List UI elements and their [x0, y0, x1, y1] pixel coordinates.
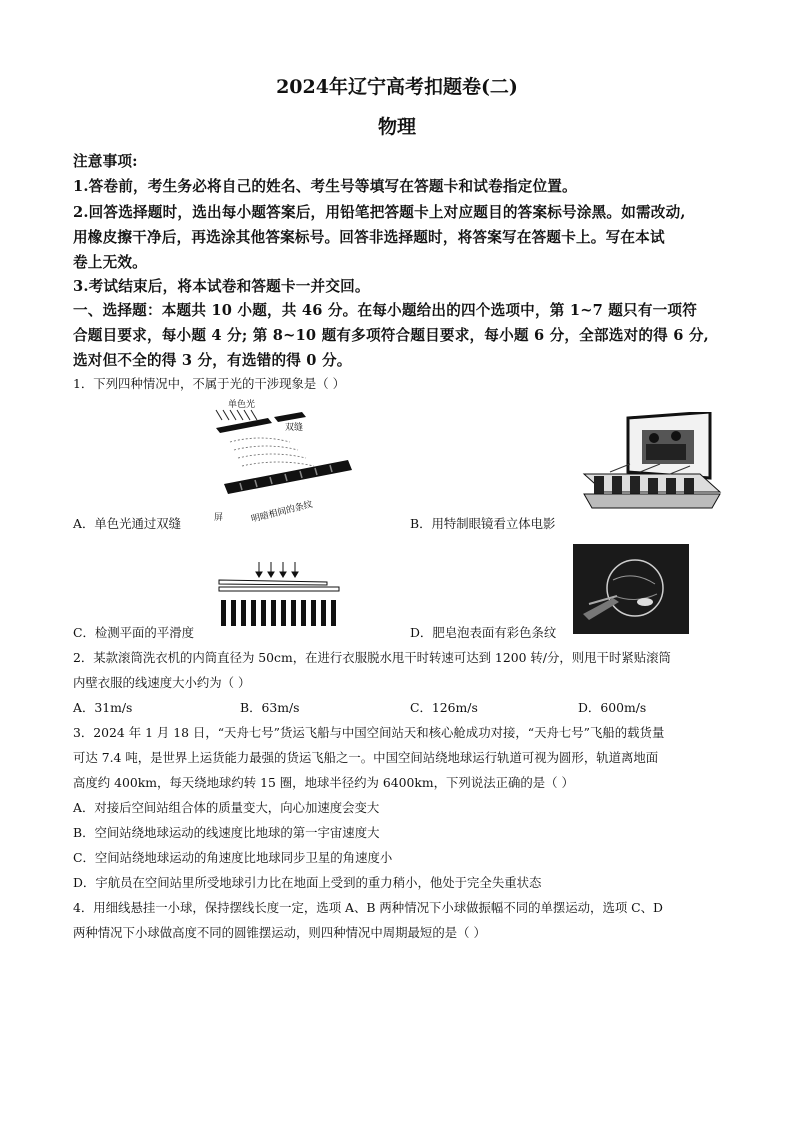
- section-1-line-2: 合题目要求，每小题 4 分; 第 8~10 题有多项符合题目要求，每小题 6 分，全部选对的得 6 分,: [73, 327, 709, 344]
- q3-stem-line-3: 高度约 400km，每天绕地球约转 15 圈，地球半径约为 6400km，下列说法正确的是（ ）: [73, 775, 574, 790]
- notice-heading: 注意事项:: [73, 153, 138, 170]
- q3-stem-line-1: 3．2024 年 1 月 18 日，“天舟七号”货运飞船与中国空间站天和核心舱成功对接，“天舟七号”飞船的载货量: [73, 725, 665, 740]
- section-1-line-3: 选对但不全的得 3 分，有选错的得 0 分。: [73, 352, 352, 369]
- notice-item-2-line-3: 卷上无效。: [73, 254, 147, 271]
- q1-figure-soap-bubble: [573, 544, 689, 634]
- notice-item-3: 3.考试结束后，将本试卷和答题卡一并交回。: [73, 278, 370, 295]
- notice-item-2-line-1: 2.回答选择题时，选出每小题答案后，用铅笔把答题卡上对应题目的答案标号涂黑。如需改动,: [73, 204, 686, 221]
- fig-label-monochrome-light: 单色光: [228, 400, 256, 410]
- exam-title: 2024年辽宁高考扣题卷(二): [276, 76, 518, 98]
- q1-option-b: B．用特制眼镜看立体电影: [410, 516, 556, 531]
- subject-title: 物理: [377, 116, 416, 138]
- q4-stem-line-2: 两种情况下小球做高度不同的圆锥摆运动，则四种情况中周期最短的是（ ）: [73, 925, 486, 940]
- q2-option-b: B．63m/s: [240, 700, 300, 715]
- q2-option-d: D．600m/s: [578, 700, 647, 715]
- q3-option-d: D．宇航员在空间站里所受地球引力比在地面上受到的重力稍小，他处于完全失重状态: [73, 875, 542, 890]
- q2-stem-line-2: 内壁衣服的线速度大小约为（ ）: [73, 675, 251, 690]
- q3-stem-line-2: 可达 7.4 吨，是世界上运货能力最强的货运飞船之一。中国空间站绕地球运行轨道可视为圆形，轨道离地面: [73, 750, 659, 765]
- q3-option-b: B．空间站绕地球运动的线速度比地球的第一宇宙速度大: [73, 825, 380, 840]
- q3-option-a: A．对接后空间站组合体的质量变大，向心加速度会变大: [73, 800, 380, 815]
- q1-figure-3d-movie: [580, 412, 730, 512]
- fig-label-double-slit: 双缝: [285, 423, 304, 433]
- q1-figure-flatness-test: [215, 560, 345, 628]
- q1-figure-double-slit: [210, 398, 360, 526]
- section-1-line-1: 一、选择题：本题共 10 小题，共 46 分。在每小题给出的四个选项中，第 1~7 题只有一项符: [73, 302, 698, 319]
- fig-label-screen: 屏: [214, 513, 224, 523]
- q3-option-c: C．空间站绕地球运动的角速度比地球同步卫星的角速度小: [73, 850, 393, 865]
- q2-option-c: C．126m/s: [410, 700, 478, 715]
- q2-option-a: A．31m/s: [73, 700, 133, 715]
- q1-option-d: D．肥皂泡表面有彩色条纹: [410, 625, 557, 640]
- q1-stem: 1．下列四种情况中，不属于光的干涉现象是（ ）: [73, 376, 346, 391]
- fig-label-fringes: 明暗相间的条纹: [250, 499, 314, 525]
- q4-stem-line-1: 4．用细线悬挂一小球，保持摆线长度一定，选项 A、B 两种情况下小球做振幅不同的单摆运动，选项 C、D: [73, 900, 663, 915]
- notice-item-2-line-2: 用橡皮擦干净后，再选涂其他答案标号。回答非选择题时，将答案写在答题卡上。写在本试: [73, 229, 665, 246]
- q1-option-c: C．检测平面的平滑度: [73, 625, 194, 640]
- q2-stem-line-1: 2．某款滚筒洗衣机的内筒直径为 50cm，在进行衣服脱水甩干时转速可达到 1200 转/分，则甩干时紧贴滚筒: [73, 650, 671, 665]
- notice-item-1: 1.答卷前，考生务必将自己的姓名、考生号等填写在答题卡和试卷指定位置。: [73, 178, 577, 195]
- q1-option-a: A．单色光通过双缝: [73, 516, 182, 531]
